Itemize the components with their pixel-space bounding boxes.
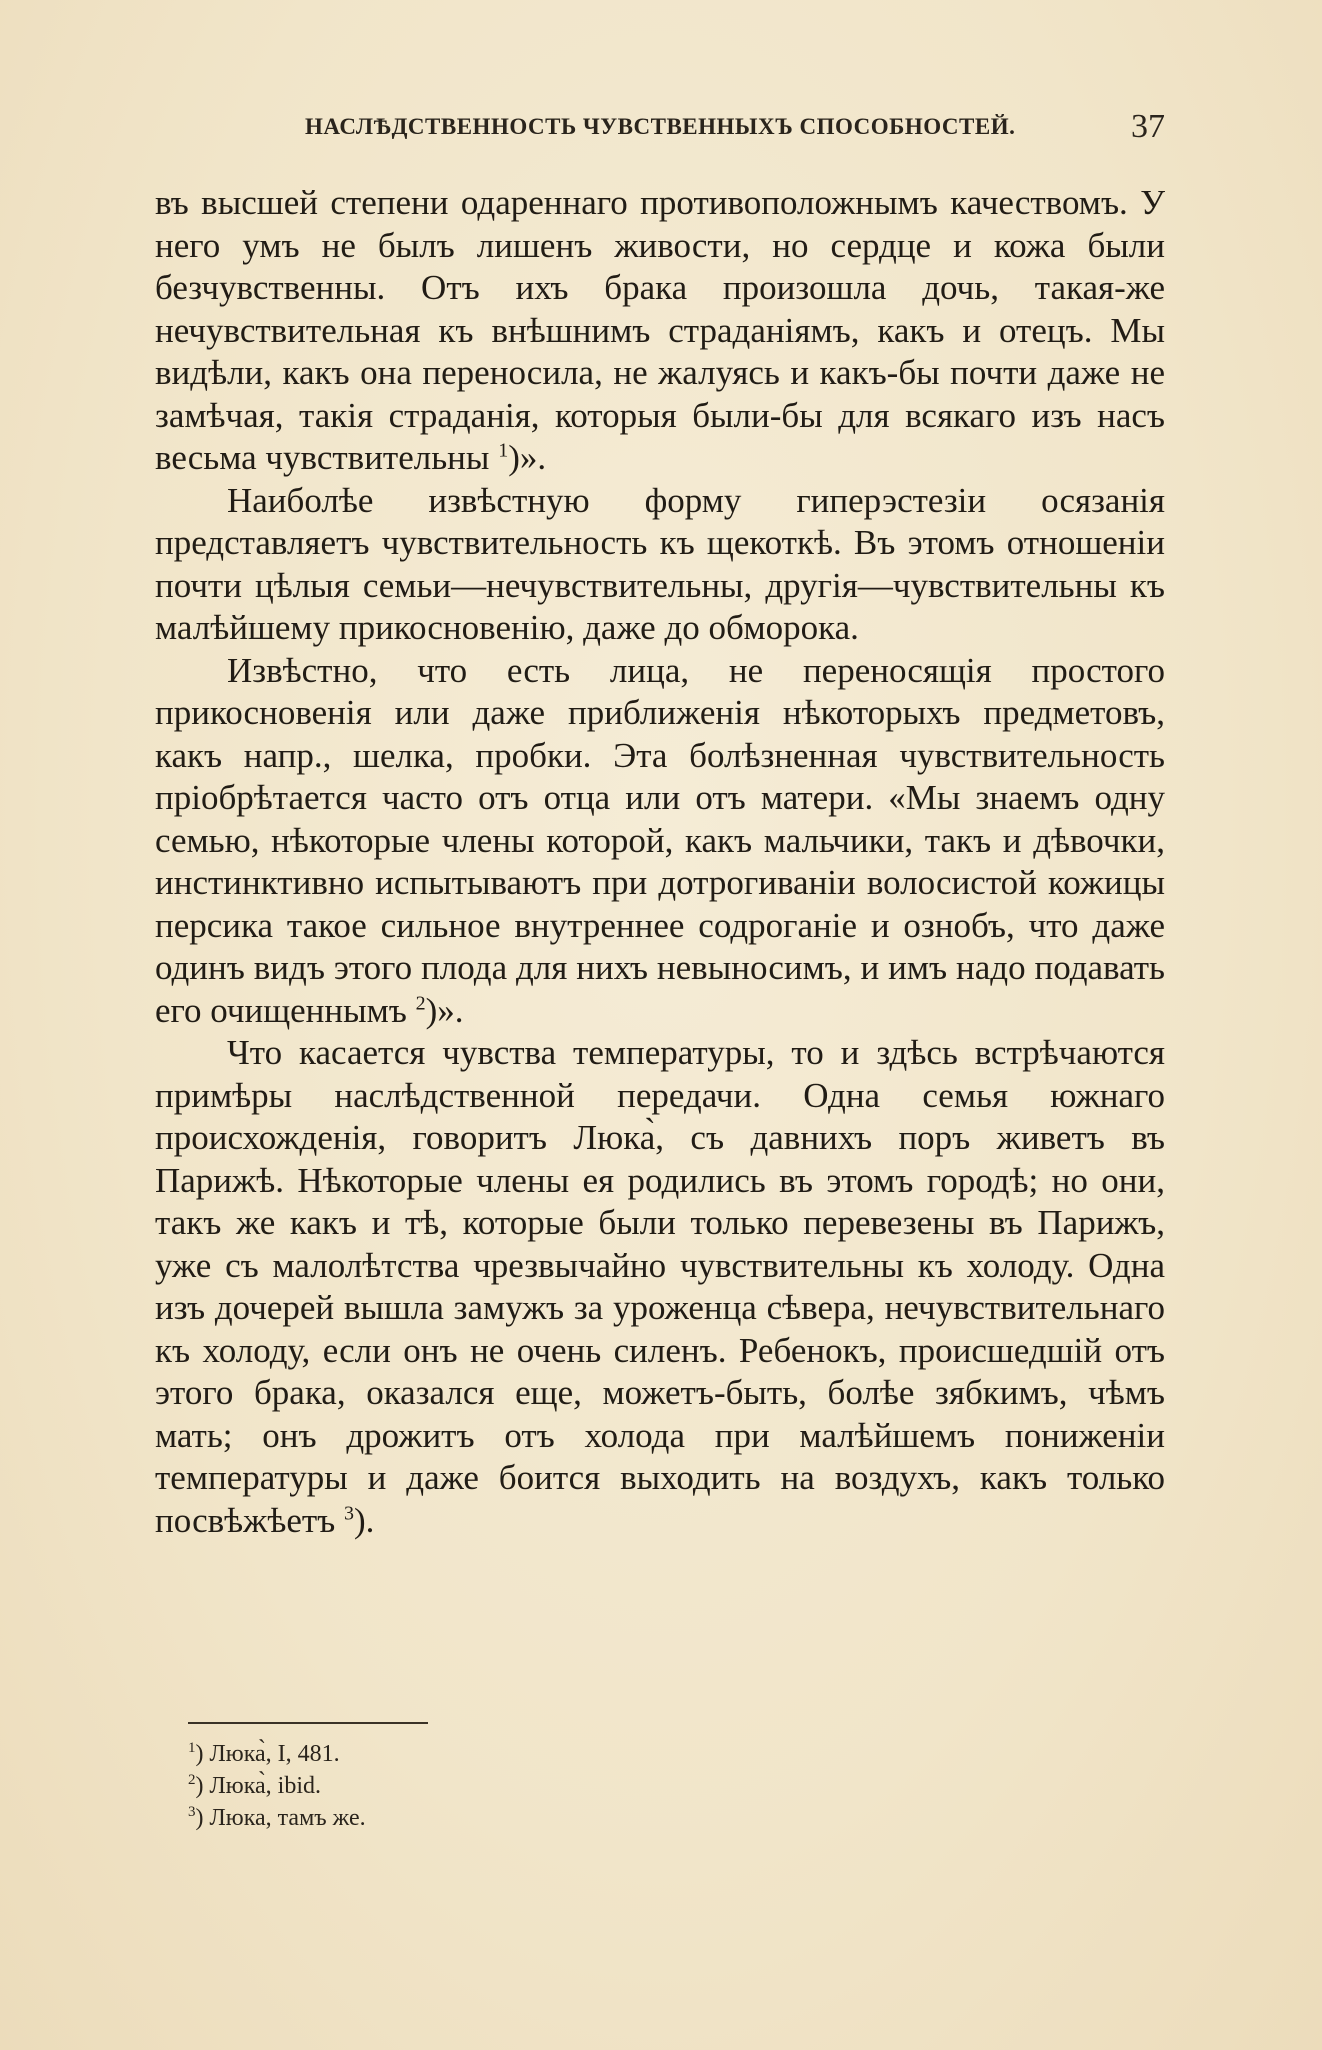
paragraph-tail: )». bbox=[425, 990, 464, 1030]
footnote-reference: 1 bbox=[498, 439, 509, 462]
footnote-3 bbox=[188, 1802, 888, 1834]
footnote-1 bbox=[188, 1738, 888, 1770]
footnote-reference: 3 bbox=[344, 1501, 355, 1524]
footnote-mark: 2 bbox=[188, 1772, 196, 1788]
footnote-text: ) Люка, тамъ же. bbox=[195, 1805, 366, 1831]
paragraph-4 bbox=[155, 1032, 1165, 1542]
footnote-reference: 2 bbox=[415, 991, 426, 1014]
paragraph-1 bbox=[155, 182, 1165, 480]
paragraph-text: Наиболѣе извѣстную форму гиперэстезiи осязанiя представляетъ чувствительность къ щекоткѣ. Въ этомъ отношенiи почти цѣлыя семьи—нечувствительны, другiя—чувствительны къ малѣйшему прикосновенiю, даже до обморока. bbox=[155, 480, 1165, 647]
paragraph-text: Извѣстно, что есть лица, не переносящiя простого прикосновенiя или даже приближенiя нѣкоторыхъ предметовъ, какъ напр., шелка, пробки. Эта болѣзненная чувствительность прiобрѣтается часто отъ отца или отъ матери. «Мы знаемъ одну семью, нѣкоторые члены которой, какъ мальчики, такъ и дѣвочки, инстинктивно испытываютъ при дотрогиванiи волосистой кожицы персика такое сильное внутреннее содроганiе и ознобъ, что даже одинъ видъ этого плода для нихъ невыносимъ, и имъ надо подавать его очищеннымъ bbox=[155, 650, 1165, 1030]
footnote-divider bbox=[188, 1722, 428, 1724]
running-title: НАСЛѢДСТВЕННОСТЬ ЧУВСТВЕННЫХЪ СПОСОБНОСТЕЙ. bbox=[305, 114, 1016, 139]
paragraph-text: въ высшей степени одареннаго противоположнымъ качествомъ. У него умъ не былъ лишенъ живости, но сердце и кожа были безчувственны. Отъ ихъ брака произошла дочь, такая-же нечувствительная къ внѣшнимъ страданiямъ, какъ и отецъ. Мы видѣли, какъ она переносила, не жалуясь и какъ-бы почти даже не замѣчая, такiя страданiя, которыя были-бы для всякаго изъ насъ весьма чувствительны bbox=[155, 183, 1165, 477]
footnote-mark: 1 bbox=[188, 1740, 196, 1756]
paragraph-tail: ). bbox=[354, 1500, 375, 1540]
body-text bbox=[155, 182, 1165, 1542]
page-number: 37 bbox=[1131, 108, 1165, 145]
running-head bbox=[155, 108, 1165, 148]
paragraph-text: Что касается чувства температуры, то и здѣсь встрѣчаются примѣры наслѣдственной передачи. Одна семья южнаго происхожденiя, говоритъ Люка̀, съ давнихъ поръ живетъ въ Парижѣ. Нѣкоторые члены ея родились въ этомъ городѣ; но они, такъ же какъ и тѣ, которые были только перевезены въ Парижъ, уже съ малолѣтства чрезвычайно чувствительны къ холоду. Одна изъ дочерей вышла замужъ за уроженца сѣвера, нечувствительнаго къ холоду, если онъ не очень силенъ. Ребенокъ, происшедшiй отъ этого брака, оказался еще, можетъ-быть, болѣе зябкимъ, чѣмъ мать; онъ дрожитъ отъ холода при малѣйшемъ пониженiи температуры и даже боится выходить на воздухъ, какъ только посвѣжѣетъ bbox=[155, 1033, 1165, 1540]
footnote-mark: 3 bbox=[188, 1804, 196, 1820]
paragraph-tail: )». bbox=[508, 438, 547, 477]
footnote-text: ) Люка̀, ibid. bbox=[195, 1773, 321, 1799]
footnote-2 bbox=[188, 1770, 888, 1802]
paragraph-2 bbox=[155, 480, 1165, 650]
footnotes bbox=[188, 1738, 888, 1834]
paragraph-3 bbox=[155, 650, 1165, 1033]
footnote-text: ) Люка̀, I, 481. bbox=[195, 1741, 340, 1767]
